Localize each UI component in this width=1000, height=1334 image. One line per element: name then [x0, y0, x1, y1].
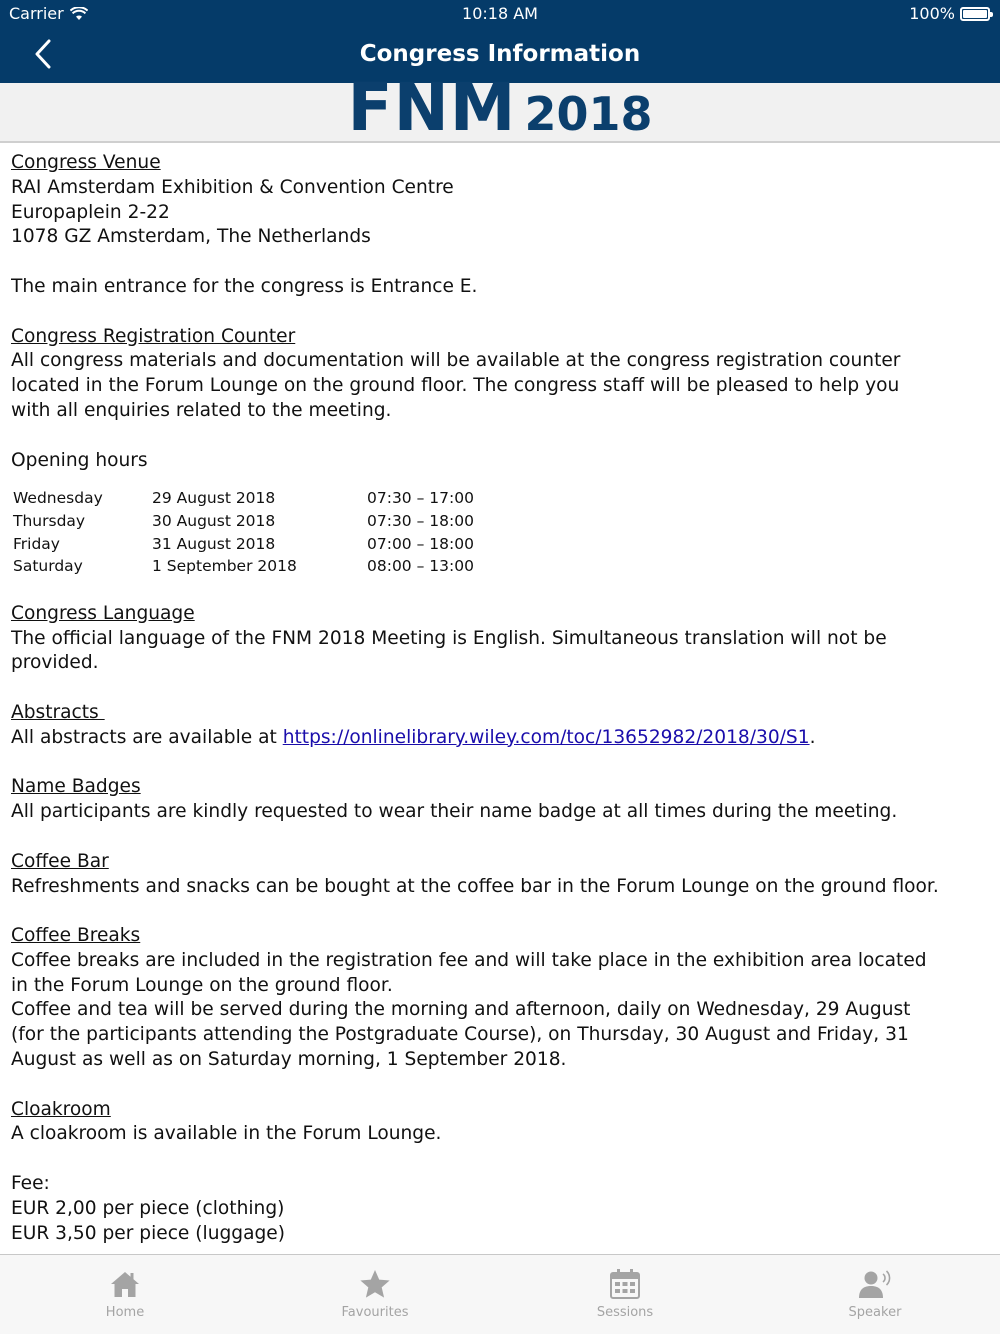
coffee-breaks-text: Coffee breaks are included in the registration fee and will take place in the exhibition area located in the Forum Lounge on the ground floor. [11, 949, 927, 996]
day-cell: Saturday [13, 557, 83, 576]
entrance-text: The main entrance for the congress is Entrance E. [11, 275, 478, 297]
registration-text: All congress materials and documentation will be available at the congress registration counter located in the Forum Lounge on the ground floor. The congress staff will be pleased to help you with all enquiries related to the meeting. [11, 350, 901, 421]
battery-percent: 100% [909, 4, 955, 23]
time-cell: 07:30 – 17:00 [367, 489, 474, 508]
venue-heading: Congress Venue [11, 152, 161, 173]
tab-label: Home [105, 1305, 145, 1320]
language-text: The official language of the FNM 2018 Meeting is English. Simultaneous translation will not be provided. [11, 627, 887, 674]
abstracts-suffix: . [809, 726, 816, 748]
day-cell: Friday [13, 534, 60, 553]
logo-text: FNM [347, 69, 517, 146]
language-heading: Congress Language [11, 602, 195, 624]
date-cell: 31 August 2018 [152, 534, 276, 553]
congress-banner [0, 69, 1000, 146]
calendar-icon [609, 1268, 641, 1300]
battery-indicator [909, 4, 990, 23]
time-cell: 08:00 – 13:00 [367, 557, 474, 576]
cloakroom-text: A cloakroom is available in the Forum Lounge. [11, 1123, 442, 1145]
table-row [11, 510, 474, 533]
tab-label: Favourites [341, 1305, 409, 1320]
fee-line: EUR 3,50 per piece (luggage) [11, 1222, 285, 1244]
venue-line: Europaplein 2-22 [11, 201, 170, 223]
time-cell: 07:30 – 18:00 [367, 511, 474, 530]
info-content [11, 151, 941, 1254]
day-cell: Thursday [13, 511, 86, 530]
tab-favourites[interactable] [250, 1255, 500, 1334]
status-bar [0, 0, 1000, 28]
coffee-breaks-text: Coffee and tea will be served during the morning and afternoon, daily on Wednesday, 29 August (for the participants attending the Postgraduate Course), on Thursday, 30 August and Friday, 31 August as well as on Saturday morning, 1 September 2018. [11, 999, 911, 1071]
date-cell: 30 August 2018 [152, 511, 276, 530]
tab-label: Speaker [848, 1305, 902, 1320]
table-row [11, 533, 474, 556]
time-cell: 07:00 – 18:00 [367, 534, 474, 553]
battery-icon [960, 7, 990, 21]
speaker-icon [858, 1269, 892, 1299]
tab-label: Sessions [596, 1305, 654, 1320]
coffee-breaks-heading: Coffee Breaks [11, 925, 141, 947]
page-title: Congress Information [359, 41, 641, 67]
venue-line: 1078 GZ Amsterdam, The Netherlands [11, 226, 371, 248]
abstracts-link[interactable]: https://onlinelibrary.wiley.com/toc/13652982/2018/30/S1 [282, 726, 810, 748]
fee-label: Fee: [11, 1173, 50, 1195]
venue-line: RAI Amsterdam Exhibition & Convention Centre [11, 176, 454, 198]
day-cell: Wednesday [13, 489, 103, 508]
abstracts-prefix: All abstracts are available at [11, 726, 283, 748]
date-cell: 1 September 2018 [152, 557, 297, 576]
tab-home[interactable] [0, 1255, 250, 1334]
fnm-logo [347, 69, 653, 146]
status-time: 10:18 AM [462, 4, 538, 23]
abstracts-text [11, 726, 941, 751]
badges-heading: Name Badges [11, 776, 141, 798]
fee-line: EUR 2,00 per piece (clothing) [11, 1197, 285, 1219]
coffee-bar-text: Refreshments and snacks can be bought at the coffee bar in the Forum Lounge on the ground floor. [11, 875, 939, 897]
tab-sessions[interactable] [500, 1255, 750, 1334]
star-icon [359, 1269, 391, 1299]
tab-bar [0, 1254, 1000, 1334]
registration-heading: Congress Registration Counter [11, 325, 296, 347]
logo-year: 2018 [524, 87, 653, 141]
opening-hours-heading: Opening hours [11, 449, 148, 471]
opening-hours-table [11, 487, 474, 577]
table-row [11, 555, 474, 578]
badges-text: All participants are kindly requested to wear their name badge at all times during the meeting. [11, 801, 898, 823]
home-icon [109, 1270, 141, 1298]
abstracts-heading: Abstracts [11, 701, 105, 723]
tab-speaker[interactable] [750, 1255, 1000, 1334]
date-cell: 29 August 2018 [152, 489, 276, 508]
table-row [11, 487, 474, 510]
cloakroom-heading: Cloakroom [11, 1098, 111, 1120]
coffee-bar-heading: Coffee Bar [11, 850, 109, 872]
carrier-label: Carrier [9, 4, 64, 23]
